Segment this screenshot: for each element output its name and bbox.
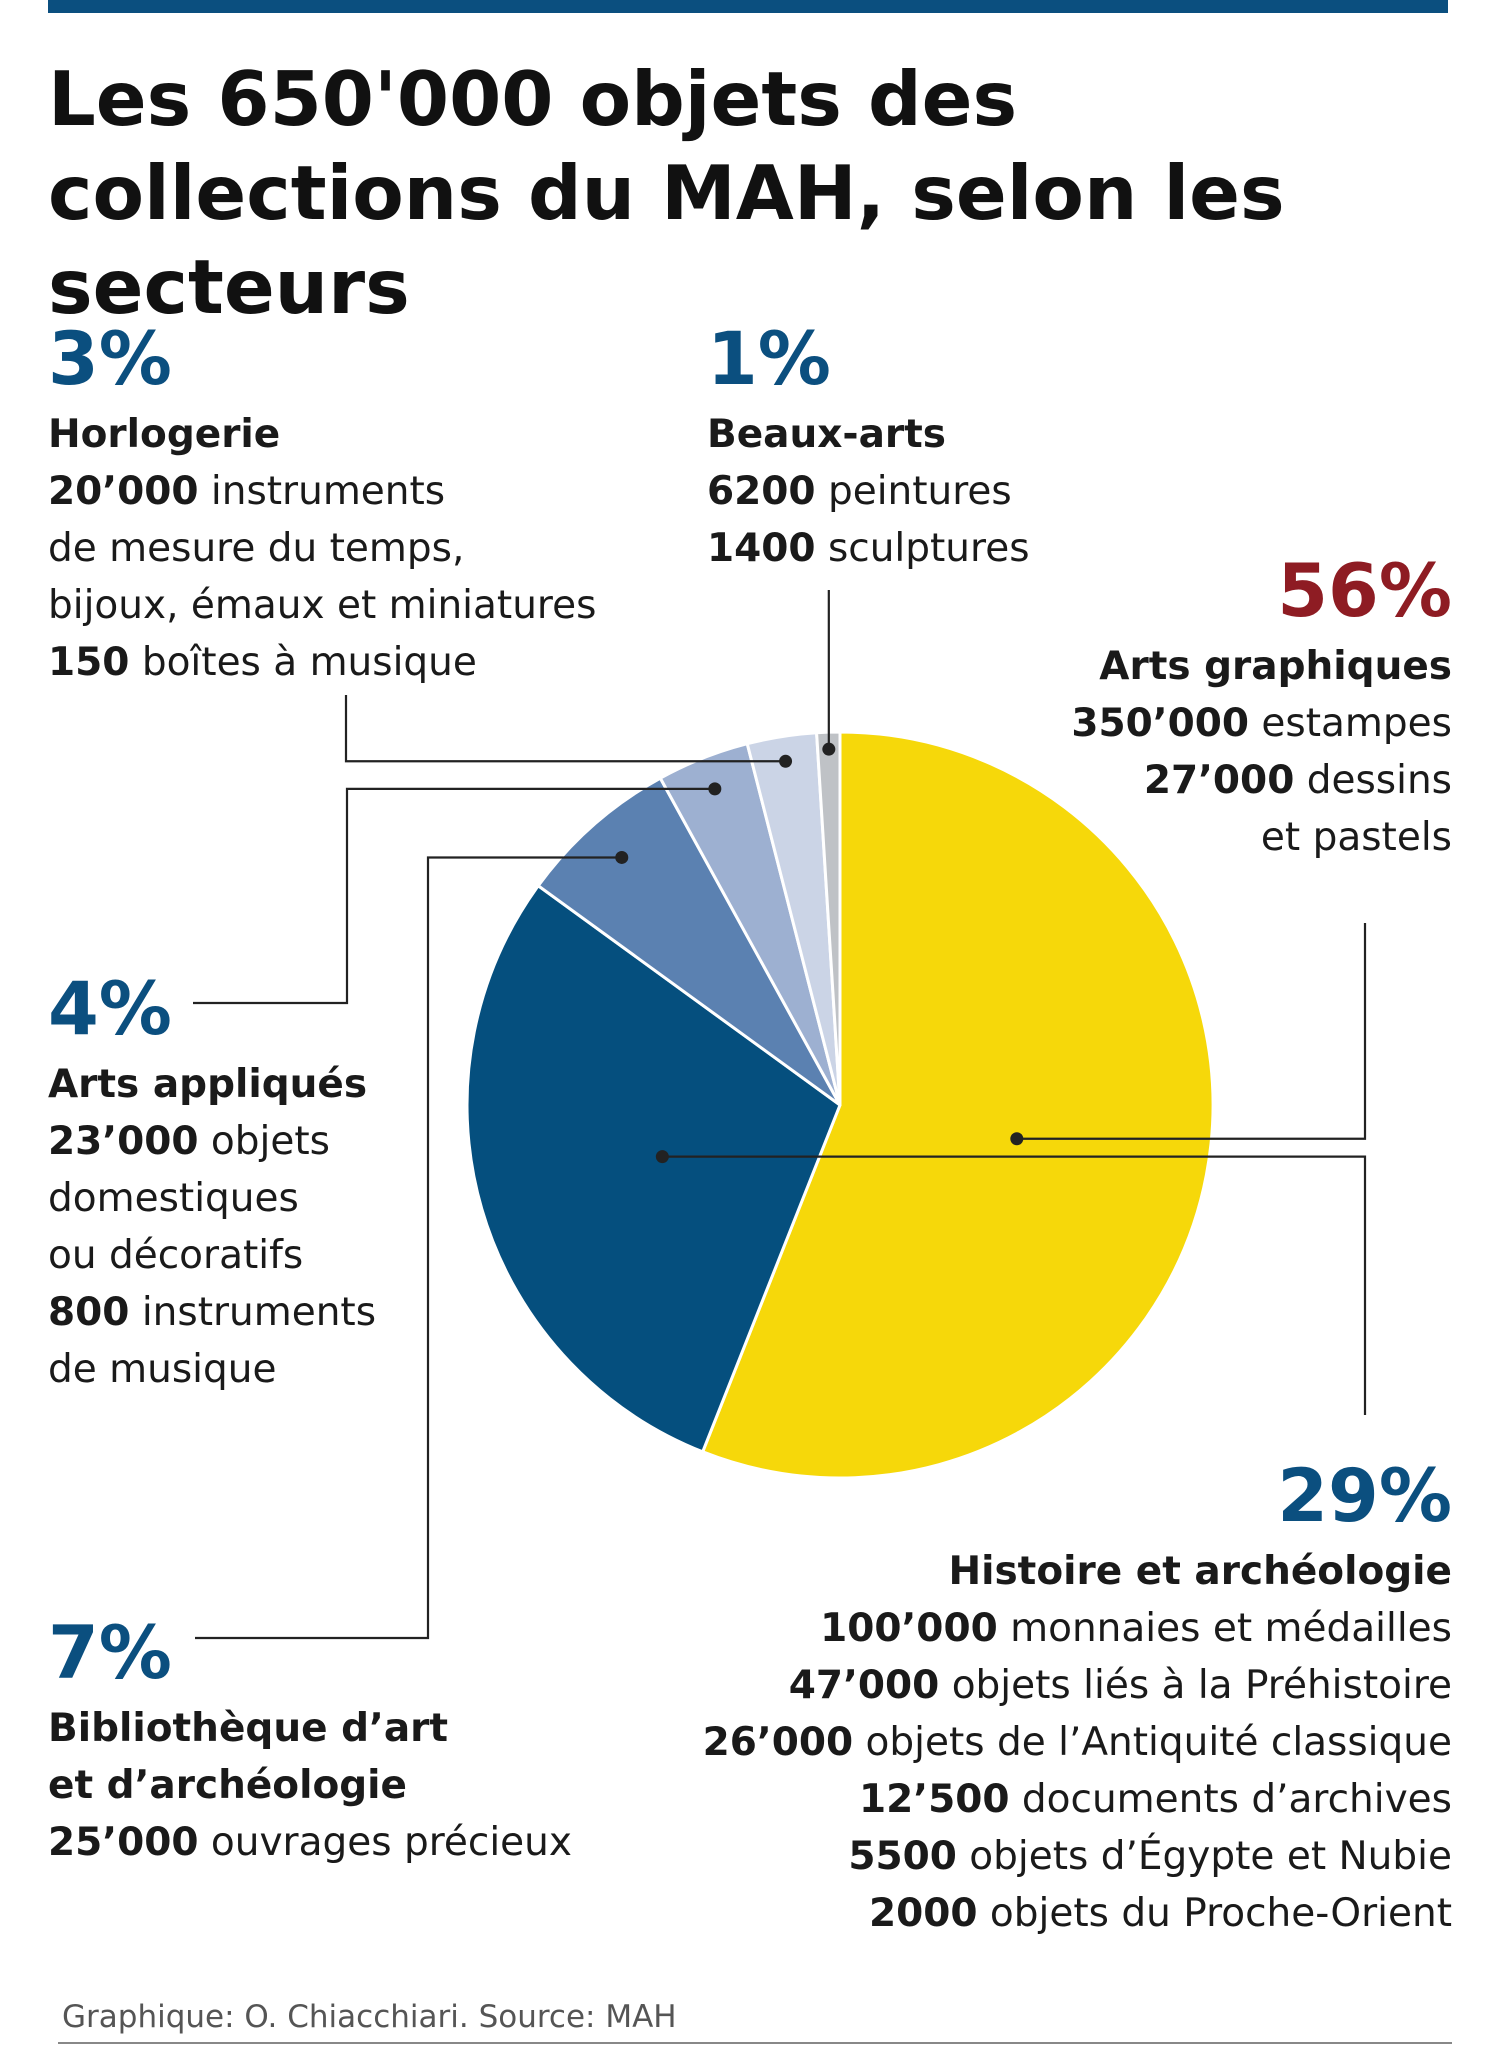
label-beaux-arts	[707, 318, 1030, 577]
item-count: 26’000	[702, 1720, 854, 1765]
item-text: boîtes à musique	[129, 640, 477, 685]
label-bibliotheque	[48, 1612, 572, 1871]
item-text: dessins	[1294, 758, 1452, 803]
item-text: de musique	[48, 1347, 277, 1392]
item-text: ouvrages précieux	[198, 1820, 572, 1865]
item-line	[48, 1814, 572, 1871]
label-arts-appliques	[48, 968, 376, 1398]
items-bibliotheque	[48, 1814, 572, 1871]
items-arts-graphiques	[1071, 695, 1452, 866]
item-line	[48, 520, 596, 577]
item-line	[703, 1657, 1452, 1714]
item-line	[1071, 809, 1452, 866]
label-histoire	[703, 1455, 1452, 1942]
item-line	[48, 1341, 376, 1398]
sector-arts-graphiques: Arts graphiques	[1099, 644, 1452, 689]
item-text: objets d’Égypte et Nubie	[956, 1834, 1452, 1879]
item-count: 100’000	[820, 1606, 998, 1651]
sector-histoire: Histoire et archéologie	[948, 1549, 1452, 1594]
pct-histoire: 29%	[1277, 1454, 1452, 1539]
item-line	[707, 463, 1030, 520]
leader-dot-bibliotheque	[615, 851, 628, 864]
item-text: documents d’archives	[1009, 1777, 1452, 1822]
item-line	[703, 1828, 1452, 1885]
item-text: domestiques	[48, 1176, 299, 1221]
label-horlogerie	[48, 318, 596, 691]
item-line	[48, 1170, 376, 1227]
item-count: 6200	[707, 469, 816, 514]
leader-dot-horlogerie	[779, 755, 792, 768]
item-text: de mesure du temps,	[48, 526, 465, 571]
pct-horlogerie: 3%	[48, 317, 172, 402]
item-text: instruments	[129, 1290, 377, 1335]
item-text: et pastels	[1260, 815, 1452, 860]
item-count: 47’000	[788, 1663, 940, 1708]
sector-arts-appliques: Arts appliqués	[48, 1062, 368, 1107]
item-count: 800	[48, 1290, 130, 1335]
item-line	[48, 634, 596, 691]
item-count: 12’500	[858, 1777, 1010, 1822]
footer-rule	[58, 2042, 1452, 2044]
item-line	[703, 1771, 1452, 1828]
item-line	[703, 1885, 1452, 1942]
item-line	[1071, 752, 1452, 809]
pct-beaux-arts: 1%	[707, 317, 831, 402]
leader-dot-beaux_arts	[822, 743, 835, 756]
item-count: 23’000	[48, 1119, 199, 1164]
item-line	[48, 1284, 376, 1341]
items-beaux-arts	[707, 463, 1030, 577]
sector-beaux-arts: Beaux-arts	[707, 412, 947, 457]
item-text: objets de l’Antiquité classique	[853, 1720, 1452, 1765]
pct-arts-appliques: 4%	[48, 967, 172, 1052]
sector-bibliotheque: Bibliothèque d’art	[48, 1706, 449, 1751]
item-line	[703, 1714, 1452, 1771]
item-line	[48, 577, 596, 634]
item-line	[1071, 695, 1452, 752]
pct-bibliotheque: 7%	[48, 1611, 172, 1696]
sector-horlogerie: Horlogerie	[48, 412, 281, 457]
item-line	[48, 463, 596, 520]
item-text: estampes	[1249, 701, 1452, 746]
item-count: 350’000	[1071, 701, 1250, 746]
source-credit: Graphique: O. Chiacchiari. Source: MAH	[62, 1999, 677, 2035]
label-arts-graphiques	[1071, 550, 1452, 866]
items-arts-appliques	[48, 1113, 376, 1398]
item-count: 1400	[707, 526, 816, 571]
item-line	[48, 1113, 376, 1170]
item-line	[707, 520, 1030, 577]
items-histoire	[703, 1600, 1452, 1942]
pct-arts-graphiques: 56%	[1277, 549, 1452, 634]
leader-dot-histoire	[656, 1150, 669, 1163]
sector-bibliotheque-line2: et d’archéologie	[48, 1763, 407, 1808]
item-count: 25’000	[48, 1820, 199, 1865]
item-text: peintures	[815, 469, 1012, 514]
item-line	[703, 1600, 1452, 1657]
chart-title: Les 650'000 objets des collections du MAH, selon les secteurs	[48, 55, 1285, 331]
leader-dot-arts_graphiques	[1010, 1132, 1023, 1145]
item-text: monnaies et médailles	[997, 1606, 1452, 1651]
item-text: sculptures	[815, 526, 1030, 571]
item-text: objets du Proche-Orient	[977, 1891, 1452, 1936]
item-count: 20’000	[48, 469, 199, 514]
item-text: bijoux, émaux et miniatures	[48, 583, 597, 628]
item-count: 150	[48, 640, 130, 685]
item-text: instruments	[198, 469, 446, 514]
item-text: objets	[198, 1119, 330, 1164]
item-count: 5500	[848, 1834, 957, 1879]
item-text: ou décoratifs	[48, 1233, 304, 1278]
items-horlogerie	[48, 463, 596, 691]
item-line	[48, 1227, 376, 1284]
item-text: objets liés à la Préhistoire	[939, 1663, 1452, 1708]
item-count: 27’000	[1143, 758, 1295, 803]
item-count: 2000	[868, 1891, 978, 1936]
leader-dot-arts_appliques	[708, 782, 721, 795]
